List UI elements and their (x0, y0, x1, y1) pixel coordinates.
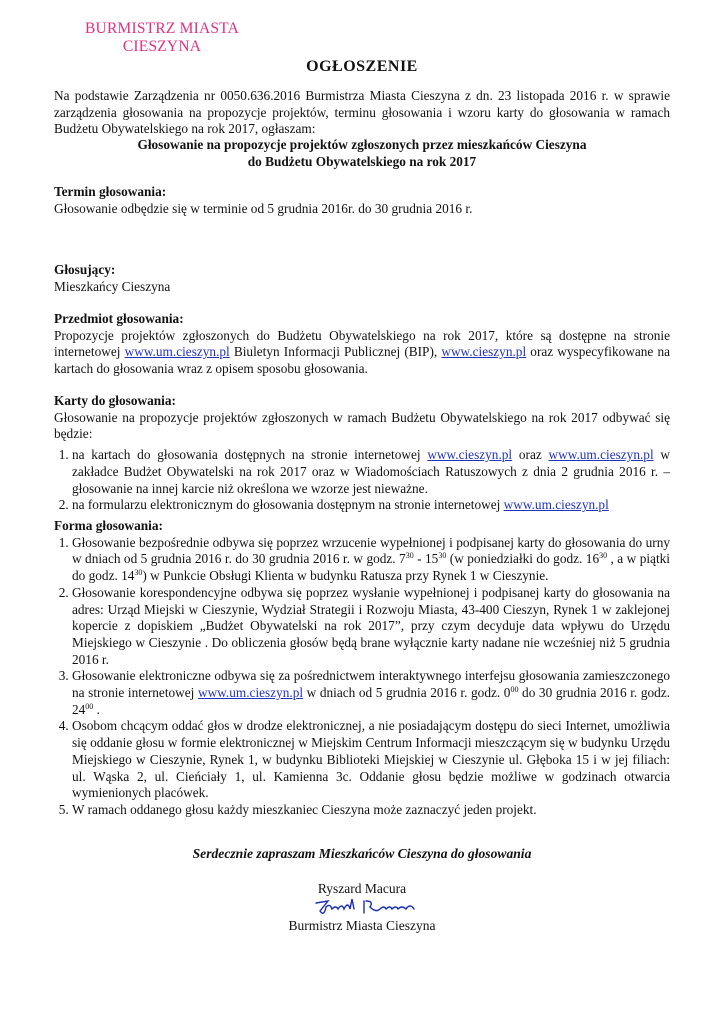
text: w zakładce Budżet Obywatelski na rok 2017 oraz w Wiadomościach Ratuszowych z dnia 2 grudnia 2016 r. – głosowanie na innej karcie niż określona we wzorze jest nieważne. (72, 447, 670, 496)
text: Głosowanie elektroniczne odbywa się za pośrednictwem interaktywnego interfejsu głosowania zamieszczonego na stronie internetowej (72, 668, 670, 701)
link-um-cieszyn[interactable]: www.um.cieszyn.pl (124, 344, 230, 360)
list-item (72, 535, 670, 585)
superscript: 30 (405, 551, 414, 561)
section-heading: Głosujący: (54, 262, 116, 277)
superscript: 30 (599, 551, 608, 561)
text: , a w piątki do godz. 14 (72, 551, 670, 584)
section-text (54, 328, 670, 378)
handwritten-signature-icon (314, 897, 434, 919)
superscript: 30 (134, 568, 143, 578)
section-forma (54, 518, 670, 819)
superscript: 00 (85, 701, 94, 711)
text: . (93, 701, 100, 717)
stamp-line-2: CIESZYNA (122, 38, 202, 55)
text: ) w Punkcie Obsługi Klienta w budynku Ratusza przy Rynek 1 w Cieszynie. (142, 568, 549, 584)
page-title: OGŁOSZENIE (306, 58, 418, 75)
link-cieszyn[interactable]: www.cieszyn.pl (441, 344, 527, 360)
text: oraz (512, 447, 549, 463)
text: Propozycje projektów zgłoszonych do Budżetu Obywatelskiego na rok 2017, które są dostępne na stronie internetowej (54, 327, 670, 360)
subtitle-line-2: do Budżetu Obywatelskiego na rok 2017 (247, 153, 477, 169)
forma-list (54, 535, 670, 819)
karty-list (54, 447, 670, 514)
subtitle-line-1: Głosowanie na propozycje projektów zgłoszonych przez mieszkańców Cieszyna (137, 137, 587, 152)
link-cieszyn[interactable]: www.cieszyn.pl (427, 447, 513, 463)
section-text: Mieszkańcy Cieszyna (54, 278, 171, 294)
section-karty (54, 393, 670, 514)
section-text: Głosowanie odbędzie się w terminie od 5 grudnia 2016r. do 30 grudnia 2016 r. (54, 200, 473, 216)
list-item (72, 497, 670, 514)
superscript: 00 (510, 685, 519, 695)
text: Głosowanie bezpośrednie odbywa się poprzez wrzucenie wypełnionej i podpisanej karty do głosowania do urny w dniach od 5 grudnia 2016 r. do 30 grudnia 2016 r. w godz. 7 (72, 534, 670, 567)
stamp-line-1: BURMISTRZ MIASTA (85, 20, 239, 37)
signer-name: Ryszard Macura (317, 881, 407, 896)
mayor-stamp (62, 20, 262, 56)
subtitle (54, 137, 670, 170)
signer-position: Burmistrz Miasta Cieszyna (288, 918, 436, 933)
superscript: 30 (438, 551, 447, 561)
text: w dniach od 5 grudnia 2016 r. godz. 0 (303, 685, 511, 701)
link-um-cieszyn[interactable]: www.um.cieszyn.pl (503, 497, 609, 513)
intro-paragraph: Na podstawie Zarządzenia nr 0050.636.2016 Burmistrza Miasta Cieszyna z dn. 23 listopada 2016 r. w sprawie zarządzenia głosowania na propozycje projektów, terminu głosowania i wzoru karty do głosowania w ramach Budżetu Obywatelskiego na rok 2017, ogłaszam: (54, 88, 670, 137)
link-um-cieszyn[interactable]: www.um.cieszyn.pl (197, 685, 304, 701)
text: na kartach do głosowania dostępnych na stronie internetowej (72, 447, 428, 463)
text: - 15 (413, 551, 439, 567)
list-item (72, 447, 670, 497)
section-heading: Przedmiot głosowania: (54, 311, 184, 326)
text: (w poniedziałki do godz. 16 (446, 551, 600, 567)
section-heading: Karty do głosowania: (54, 393, 176, 408)
section-glosujacy (54, 262, 670, 295)
link-um-cieszyn[interactable]: www.um.cieszyn.pl (548, 447, 654, 463)
list-item: 5. W ramach oddanego głosu każdy mieszkaniec Cieszyna może zaznaczyć jeden projekt. (72, 802, 670, 819)
list-item: 4. Osobom chcącym oddać głos w drodze elektronicznej, a nie posiadającym dostępu do sieci Internet, umożliwia się oddanie głosu w formie elektronicznej w Miejskim Centrum Informacji mieszczącym się w budynku Urzędu Miejskiego w Cieszynie, Rynek 1, w budynku Biblioteki Miejskiej w Cieszynie ul. Głęboka 15 i w jej filiach: ul. Wąska 2, ul. Cieńciały 1, ul. Kamienna 3c. Oddanie głosu będzie możliwe w godzinach otwarcia wymienionych placówek. (72, 718, 670, 802)
section-heading: Termin głosowania: (54, 184, 167, 199)
section-text: Głosowanie na propozycje projektów zgłoszonych w ramach Budżetu Obywatelskiego na rok 2017 odbywać się będzie: (54, 409, 670, 442)
section-termin (54, 184, 670, 217)
section-przedmiot (54, 311, 670, 378)
list-item: 2. Głosowanie korespondencyjne odbywa się poprzez wysłanie wypełnionej i podpisanej karty do głosowania na adres: Urząd Miejski w Cieszynie, Wydział Strategii i Rozwoju Miasta, 43-400 Cieszyn, Rynek 1 w zaklejonej kopercie z dopiskiem „Budżet Obywatelski na rok 2017”, przy czym decyduje data wpływu do Urzędu Miejskiego w Cieszynie . Do obliczenia głosów będą brane wyłącznie karty nadane nie wcześniej niż 5 grudnia 2016 r. (72, 585, 670, 669)
text: Biuletyn Informacji Publicznej (BIP), (229, 344, 442, 360)
text: na formularzu elektronicznym do głosowania dostępnym na stronie internetowej (72, 497, 504, 513)
closing-line: Serdecznie zapraszam Mieszkańców Cieszyna do głosowania (192, 846, 532, 861)
text: oraz wyspecyfikowane na kartach do głosowania wraz z opisem sposobu głosowania. (54, 344, 670, 377)
text: do 30 grudnia 2016 r. godz. 24 (72, 685, 670, 717)
section-heading: Forma głosowania: (54, 518, 163, 533)
list-item (72, 668, 670, 718)
